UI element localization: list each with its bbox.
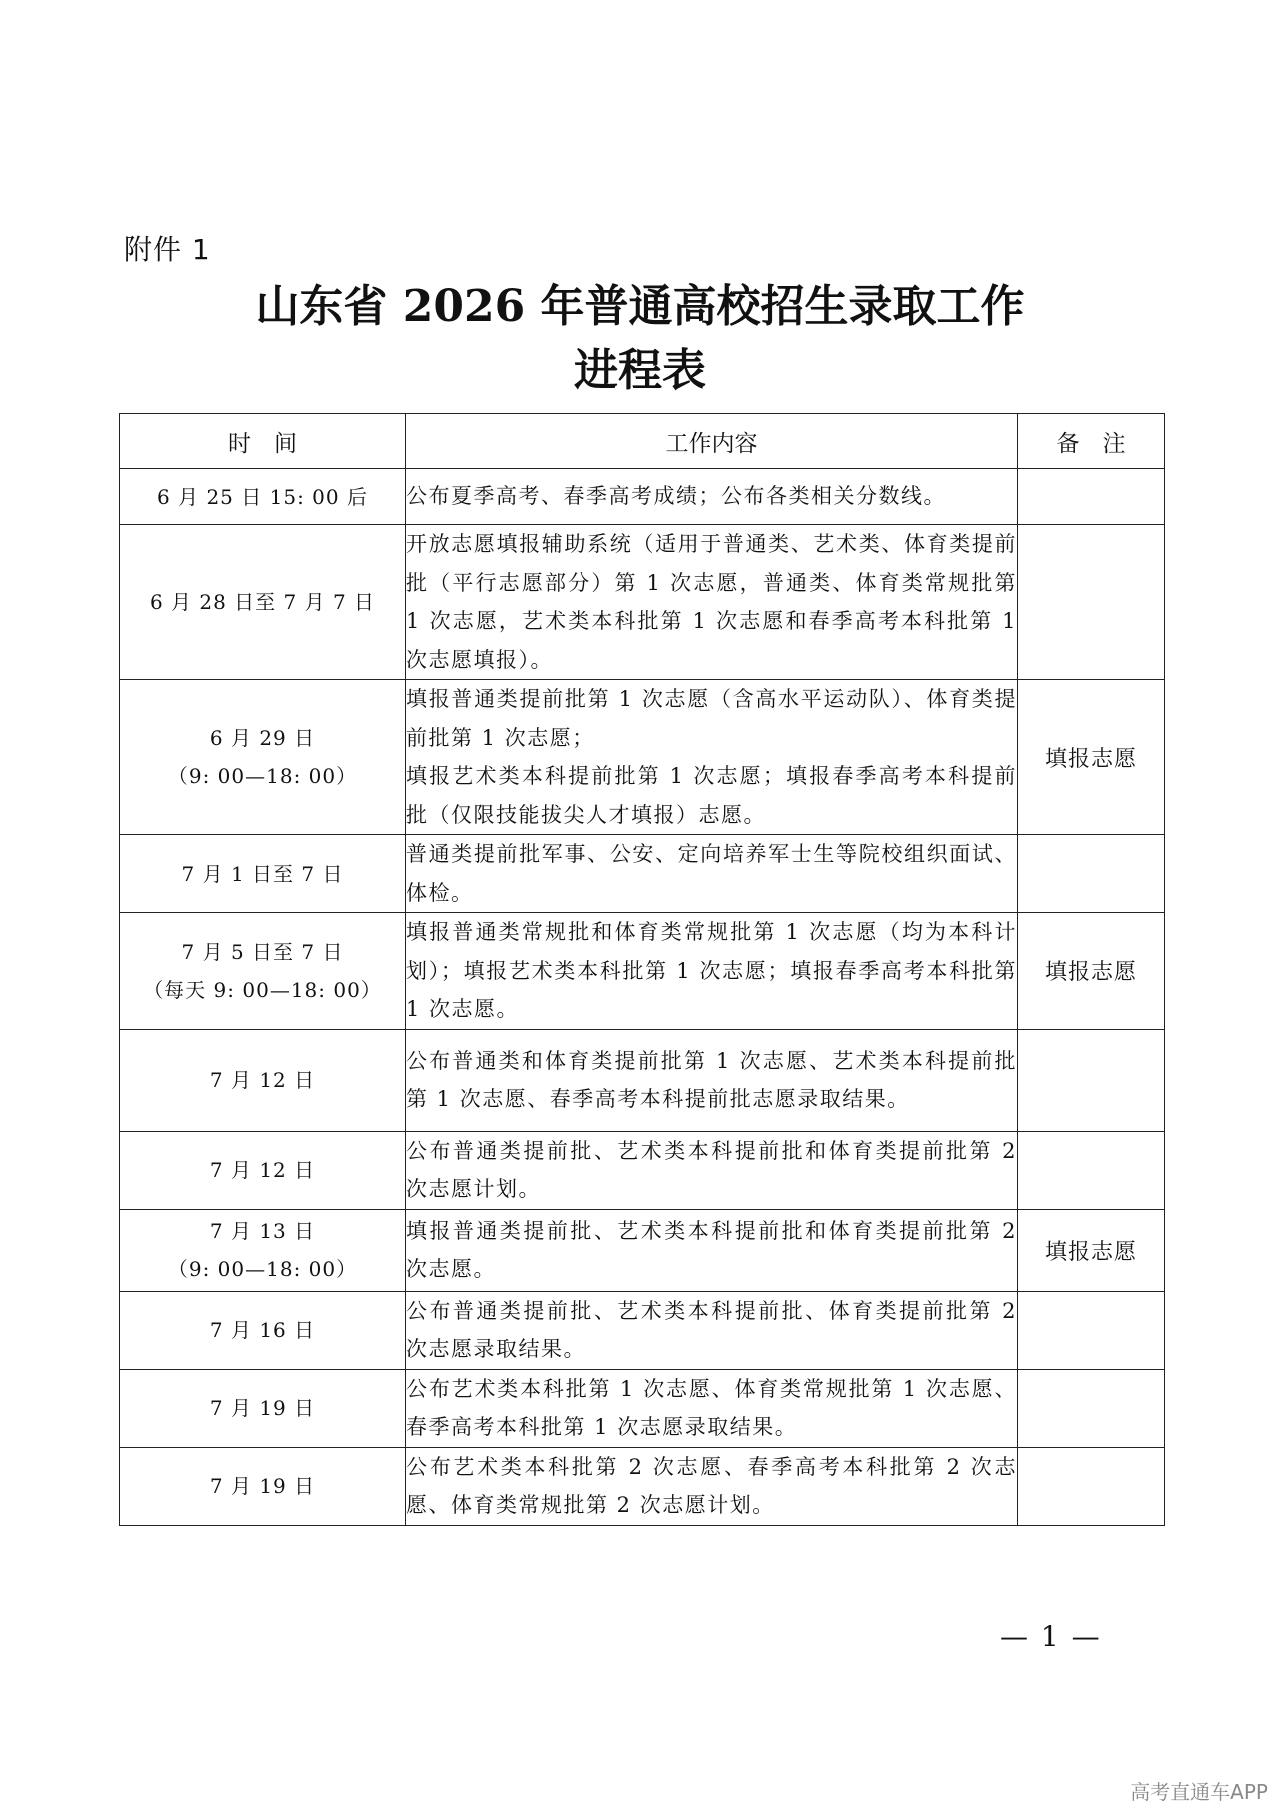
cell-time	[120, 913, 406, 1030]
table-row	[120, 680, 1165, 835]
header-time: 时 间	[120, 414, 406, 469]
cell-content	[406, 1209, 1018, 1291]
time-line: 7 月 12 日	[209, 1158, 316, 1182]
table-row	[120, 1209, 1165, 1291]
cell-time	[120, 1209, 406, 1291]
cell-time	[120, 680, 406, 835]
cell-note	[1018, 835, 1165, 913]
table-row	[120, 1291, 1165, 1369]
document-title: 山东省 2026 年普通高校招生录取工作	[255, 281, 1025, 332]
content-paragraph: 公布夏季高考、春季高考成绩；公布各类相关分数线。	[406, 484, 946, 509]
cell-time	[120, 1369, 406, 1447]
time-line: 7 月 19 日	[209, 1474, 316, 1498]
content-paragraph: 公布普通类提前批、艺术类本科提前批、体育类提前批第 2 次志愿录取结果。	[406, 1298, 1017, 1361]
content-paragraph: 公布普通类提前批、艺术类本科提前批和体育类提前批第 2 次志愿计划。	[406, 1138, 1017, 1201]
cell-content	[406, 1447, 1018, 1525]
cell-content	[406, 680, 1018, 835]
cell-time	[120, 525, 406, 680]
schedule-table	[119, 413, 1165, 1526]
time-line: 7 月 13 日	[209, 1219, 316, 1243]
schedule-body	[120, 469, 1165, 1526]
content-paragraph: 普通类提前批军事、公安、定向培养军士生等院校组织面试、体检。	[406, 842, 1017, 905]
cell-content	[406, 1029, 1018, 1131]
time-line: 7 月 16 日	[209, 1318, 316, 1342]
time-line: 7 月 12 日	[209, 1068, 316, 1092]
table-row	[120, 1029, 1165, 1131]
content-paragraph: 公布艺术类本科批第 1 次志愿、体育类常规批第 1 次志愿、春季高考本科批第 1 次志愿录取结果。	[406, 1376, 1017, 1439]
cell-note	[1018, 525, 1165, 680]
cell-content	[406, 913, 1018, 1030]
content-paragraph: 开放志愿填报辅助系统（适用于普通类、艺术类、体育类提前批（平行志愿部分）第 1 次志愿，普通类、体育类常规批第 1 次志愿，艺术类本科批第 1 次志愿和春季高考本科批第 1 次志愿填报）。	[406, 532, 1017, 672]
cell-time	[120, 835, 406, 913]
watermark: 高考直通车APP	[1130, 1780, 1268, 1804]
cell-note	[1018, 1447, 1165, 1525]
page-number: — 1 —	[1000, 1620, 1102, 1653]
document-title-line2: 进程表	[574, 345, 706, 396]
cell-note: 填报志愿	[1018, 1209, 1165, 1291]
content-paragraph: 填报艺术类本科提前批第 1 次志愿；填报春季高考本科提前批（仅限技能拔尖人才填报）志愿。	[406, 764, 1017, 827]
time-line: 6 月 29 日	[209, 726, 316, 750]
table-header-row	[120, 414, 1165, 469]
time-line: 6 月 25 日 15: 00 后	[157, 484, 368, 509]
cell-time	[120, 1447, 406, 1525]
cell-time	[120, 1029, 406, 1131]
time-line: （9: 00—18: 00）	[167, 1257, 358, 1281]
cell-content	[406, 1369, 1018, 1447]
cell-content	[406, 1291, 1018, 1369]
cell-note: 填报志愿	[1018, 913, 1165, 1030]
table-row	[120, 1369, 1165, 1447]
table-row	[120, 835, 1165, 913]
time-line: （每天 9: 00—18: 00）	[143, 977, 382, 1002]
header-content: 工作内容	[406, 414, 1018, 469]
cell-note	[1018, 469, 1165, 525]
table-row	[120, 525, 1165, 680]
cell-note	[1018, 1029, 1165, 1131]
cell-content	[406, 1131, 1018, 1209]
cell-note: 填报志愿	[1018, 680, 1165, 835]
cell-time	[120, 469, 406, 525]
cell-note	[1018, 1291, 1165, 1369]
content-paragraph: 公布普通类和体育类提前批第 1 次志愿、艺术类本科提前批第 1 次志愿、春季高考本科提前批志愿录取结果。	[406, 1048, 1017, 1111]
cell-content	[406, 835, 1018, 913]
content-paragraph: 填报普通类常规批和体育类常规批第 1 次志愿（均为本科计划）；填报艺术类本科批第 1 次志愿；填报春季高考本科批第 1 次志愿。	[406, 920, 1017, 1021]
time-line: 6 月 28 日至 7 月 7 日	[149, 590, 376, 614]
table-row	[120, 913, 1165, 1030]
content-paragraph: 公布艺术类本科批第 2 次志愿、春季高考本科批第 2 次志愿、体育类常规批第 2 次志愿计划。	[406, 1454, 1017, 1517]
cell-time	[120, 1291, 406, 1369]
cell-content	[406, 469, 1018, 525]
time-line: （9: 00—18: 00）	[167, 764, 358, 788]
table-row	[120, 469, 1165, 525]
table-row	[120, 1447, 1165, 1525]
content-paragraph: 填报普通类提前批、艺术类本科提前批和体育类提前批第 2 次志愿。	[406, 1218, 1017, 1281]
cell-note	[1018, 1369, 1165, 1447]
attachment-label: 附件 1	[124, 233, 211, 266]
time-line: 7 月 5 日至 7 日	[181, 939, 344, 964]
table-row	[120, 1131, 1165, 1209]
cell-time	[120, 1131, 406, 1209]
cell-content	[406, 525, 1018, 680]
content-paragraph: 填报普通类提前批第 1 次志愿（含高水平运动队）、体育类提前批第 1 次志愿；	[406, 687, 1017, 750]
time-line: 7 月 19 日	[209, 1396, 316, 1420]
time-line: 7 月 1 日至 7 日	[181, 861, 344, 886]
cell-note	[1018, 1131, 1165, 1209]
header-note: 备 注	[1018, 414, 1165, 469]
